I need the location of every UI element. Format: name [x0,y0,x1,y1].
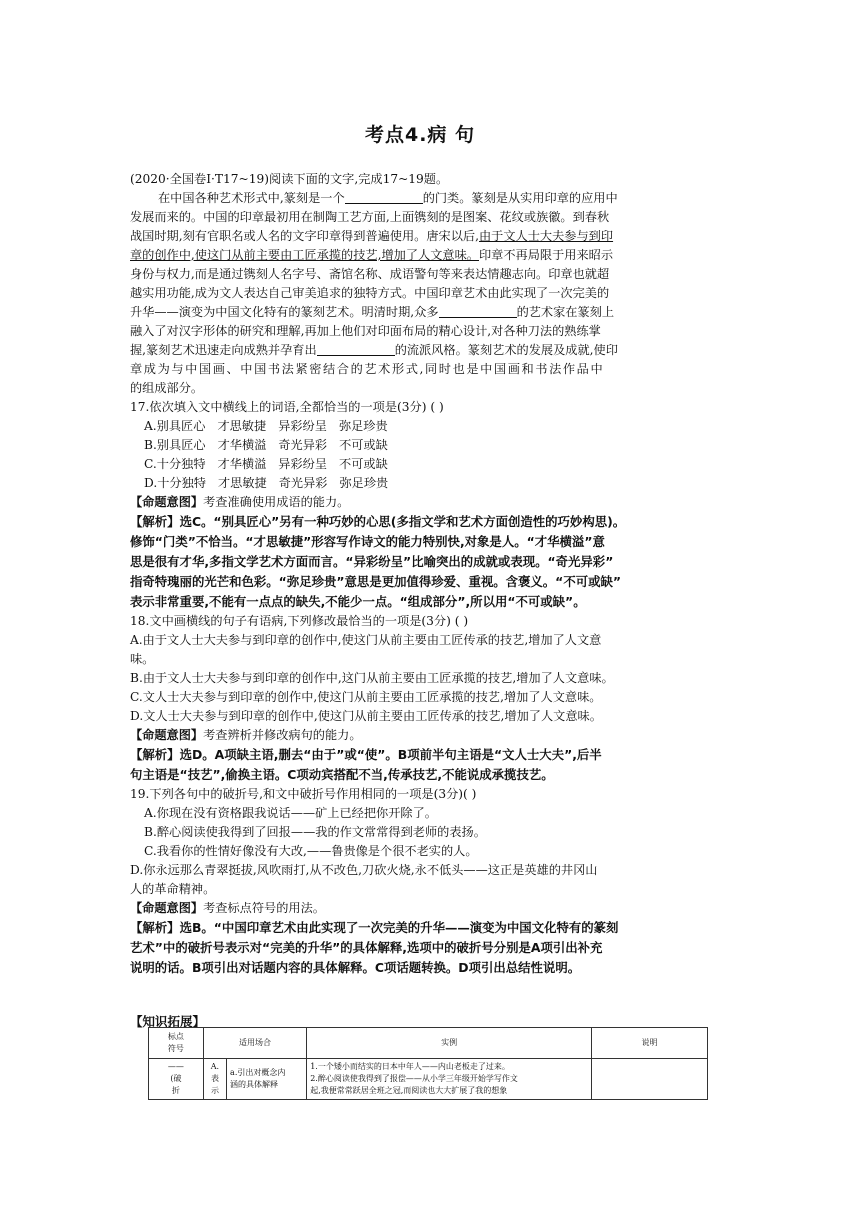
option-word: 奇光异彩 [278,476,328,490]
analysis-text: 思是很有才华,多指文学艺术方面而言。“异彩纷呈”比喻突出的成就或表现。“奇光异彩” [130,554,614,569]
passage-line: 章成为与中国画、中国书法紧密结合的艺术形式,同时也是中国画和书法作品中 [130,362,605,376]
option-line: A.你现在没有资格跟我说话——矿上已经把你开除了。 [144,806,437,820]
option-line [130,436,710,455]
intro-line: (2020·全国卷Ⅰ·T17~19)阅读下面的文字,完成17~19题。 [130,172,449,186]
intent-tag: 【命题意图】 [130,728,204,742]
passage [130,189,710,398]
question-18 [130,612,710,785]
passage-line: 章的创作中,使这门从前主要由工匠承揽的技艺,增加了人文意味。印章不再局限于用来昭示 [130,248,614,262]
option-word: 才思敏捷 [217,476,267,490]
underlined-sentence: 由于文人士大夫参与到印 [479,229,614,243]
intent-line: 【命题意图】考查标点符号的用法。 [130,901,325,915]
option-line: C.文人士大夫参与到印章的创作中,使这门从前主要由工匠承揽的技艺,增加了人文意味。 [130,690,602,704]
analysis-block [130,745,710,785]
example-cell [307,1059,592,1100]
passage-line: 握,篆刻艺术迅速走向成熟并孕育出 的流派风格。篆刻艺术的发展及成就,使印 [130,343,618,357]
option-word: C.十分独特 [144,457,206,471]
passage-line: 融入了对汉字形体的研究和理解,再加上他们对印面布局的精心设计,对各种刀法的熟练掌 [130,324,601,338]
fill-blank-3 [317,342,395,356]
option-word: 异彩纷呈 [278,419,327,433]
analysis-text: 选B。“中国印章艺术由此实现了一次完美的升华——演变为中国文化特有的篆刻 [179,920,619,935]
passage-line: 战国时期,刻有官职名或人名的文字印章得到普遍使用。唐宋以后,由于文人士大夫参与到印 [130,229,614,243]
option-line [130,455,710,474]
option-word: 不可或缺 [339,438,388,452]
page-title: 考点4.病 句 [364,124,476,146]
analysis-line [130,958,710,978]
analysis-text: 艺术”中的破折号表示对“完美的升华”的具体解释,选项中的破折号分别是A项引出补充 [130,940,603,955]
passage-line: 在中国各种艺术形式中,篆刻是一个 的门类。篆刻是从实用印章的应用中 [158,191,618,205]
fill-blank-2 [439,304,517,318]
example-line: 2.醉心阅读使我得到了报偿——从小学三年级开始学写作文 [310,1074,518,1083]
example-line: 起,我便常常跃居全班之冠,而阅读也大大扩展了我的想象 [310,1086,508,1095]
option-word: 奇光异彩 [278,438,328,452]
analysis-text: 表示非常重要,不能有一点点的缺失,不能少一点。“组成部分”,所以用“不可或缺”。 [130,594,586,609]
analysis-line [130,938,710,958]
passage-line: 身份与权力,而是通过镌刻人名字号、斋馆名称、成语警句等来表达情趣志向。印章也就超 [130,267,610,281]
question-stem: 19.下列各句中的破折号,和文中破折号作用相同的一项是(3分)( ) [130,787,477,801]
option-line: D.文人士大夫参与到印章的创作中,使这门从前主要由工匠传承的技艺,增加了人文意味。 [130,709,602,723]
analysis-line [130,572,710,592]
header-symbol: 标点 符号 [149,1028,204,1059]
option-line: B.由于文人士大夫参与到印章的创作中,这门从前主要由工匠承揽的技艺,增加了人文意味。 [130,671,614,685]
question-stem: 18.文中画横线的句子有语病,下列修改最恰当的一项是(3分) ( ) [130,614,469,628]
analysis-text: 选D。A项缺主语,删去“由于”或“使”。B项前半句主语是“文人士大夫”,后半 [179,747,602,762]
option-word: B.别具匠心 [144,438,206,452]
table-header-row [149,1028,708,1059]
option-word: 异彩纷呈 [278,457,328,471]
analysis-tag: 【解析】 [130,920,180,935]
analysis-tag: 【解析】 [130,514,180,529]
analysis-block [130,512,710,612]
example-line: 1.一个矮小而结实的日本中年人——内山老板走了过来。 [310,1062,510,1071]
intent-tag: 【命题意图】 [130,901,204,915]
question-17 [130,398,710,612]
analysis-text: 句主语是“技艺”,偷换主语。C项动宾搭配不当,传承技艺,不能说成承揽技艺。 [130,767,554,782]
intent-line: 【命题意图】考查准确使用成语的能力。 [130,495,350,509]
option-word: 才华横溢 [217,438,267,452]
option-line: 味。 [130,652,155,666]
case-letter-cell: A. 表 示 [203,1059,226,1100]
case-desc-cell: a.引出对概念内 涵的具体解释 [227,1059,307,1100]
analysis-line [130,512,710,532]
option-line: B.醉心阅读使我得到了回报——我的作文常常得到老师的表扬。 [144,825,486,839]
analysis-text: 指奇特瑰丽的光芒和色彩。“弥足珍贵”意思是更加值得珍爱、重视。含褒义。“不可或缺” [130,574,622,589]
analysis-text: 选C。“别具匠心”另有一种巧妙的心思(多指文学和艺术方面创造性的巧妙构思)。 [179,514,626,529]
option-word: 弥足珍贵 [338,419,388,433]
analysis-line [130,765,710,785]
option-word: 才华横溢 [217,457,267,471]
option-word: A.别具匠心 [144,419,206,433]
note-cell [591,1059,707,1100]
analysis-line [130,532,710,552]
analysis-line [130,592,710,612]
knowledge-table [148,1027,708,1100]
intent-tag: 【命题意图】 [130,495,204,509]
extension-title: 【知识拓展】 [130,1014,206,1029]
header-example: 实例 [307,1028,592,1059]
option-line: D.你永远那么青翠挺拔,风吹雨打,从不改色,刀砍火烧,永不低头——这正是英雄的井冈山 [130,863,598,877]
question-stem: 17.依次填入文中横线上的词语,全都恰当的一项是(3分) ( ) [130,400,444,414]
analysis-text: 修饰“门类”不恰当。“才思敏捷”形容写作诗文的能力特别快,对象是人。“才华横溢”意 [130,534,605,549]
passage-line: 发展而来的。中国的印章最初用在制陶工艺方面,上面镌刻的是图案、花纹或族徽。到春秋 [130,210,610,224]
option-line: 人的革命精神。 [130,882,216,896]
analysis-block [130,918,710,978]
intent-line: 【命题意图】考查辨析并修改病句的能力。 [130,728,362,742]
passage-line: 升华——演变为中国文化特有的篆刻艺术。明清时期,众多 的艺术家在篆刻上 [130,305,615,319]
question-19 [130,785,710,978]
analysis-line [130,552,710,572]
underlined-sentence: 章的创作中,使这门从前主要由工匠承揽的技艺,增加了人文意味。 [130,248,479,262]
passage-line: 越实用功能,成为文人表达自己审美追求的独特方式。中国印章艺术由此实现了一次完美的 [130,286,610,300]
passage-line: 的组成部分。 [130,381,204,395]
analysis-line [130,918,710,938]
fill-blank-1 [345,190,423,204]
analysis-text: 说明的话。B项引出对话题内容的具体解释。C项话题转换。D项引出总结性说明。 [130,960,581,975]
option-line: C.我看你的性情好像没有大改,——鲁贵像是个很不老实的人。 [144,844,478,858]
option-line [130,474,710,493]
option-word: 弥足珍贵 [339,476,389,490]
table-row [149,1059,708,1100]
analysis-line [130,745,710,765]
document-body [130,170,710,978]
option-line [130,417,710,436]
header-note: 说明 [591,1028,707,1059]
analysis-tag: 【解析】 [130,747,180,762]
option-word: 才思敏捷 [217,419,267,433]
header-case: 适用场合 [203,1028,306,1059]
option-line: A.由于文人士大夫参与到印章的创作中,使这门从前主要由工匠传承的技艺,增加了人文意 [130,633,602,647]
option-word: D.十分独特 [144,476,206,490]
symbol-cell: —— (破 折 [149,1059,204,1100]
option-word: 不可或缺 [339,457,388,471]
